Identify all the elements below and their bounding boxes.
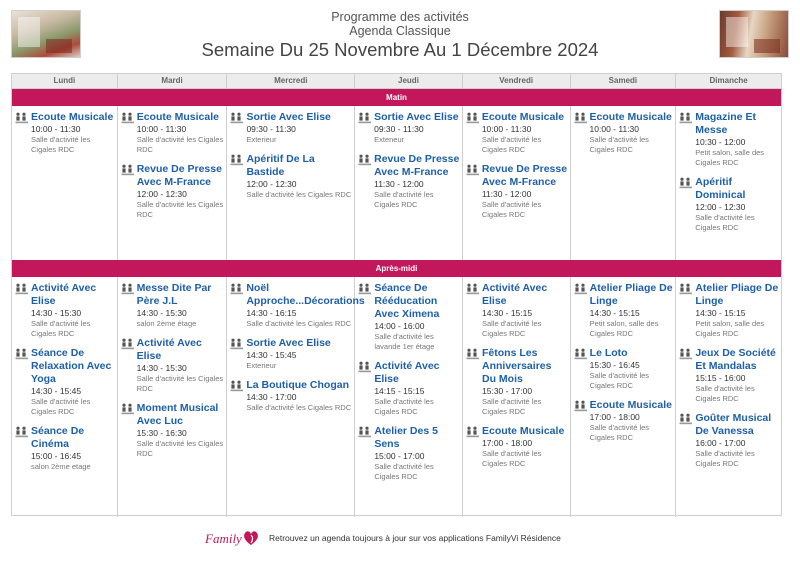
people-group-icon	[121, 337, 137, 394]
page-header	[0, 10, 800, 62]
activity-time: 14:30 - 15:45	[31, 386, 82, 396]
heart-leaf-icon	[241, 528, 261, 553]
activity-title: Ecoute Musicale	[31, 111, 114, 123]
activity-item[interactable]	[230, 153, 352, 200]
weekly-calendar	[11, 73, 782, 516]
people-group-icon	[679, 111, 695, 168]
activity-title: Sortie Avec Elise	[246, 337, 331, 349]
activity-item[interactable]	[230, 337, 352, 371]
activity-place: Salle d'activité les Cigales RDC	[695, 213, 755, 232]
activity-item[interactable]	[574, 111, 674, 155]
activity-item[interactable]	[679, 176, 779, 233]
people-group-icon	[121, 282, 137, 329]
people-group-icon	[466, 282, 482, 339]
people-group-icon	[679, 347, 695, 404]
activity-title: Activité Avec Elise	[136, 337, 202, 362]
header-title: Programme des activités	[331, 10, 469, 24]
day-header-row	[12, 74, 781, 89]
brand-logo-text: Family	[205, 531, 242, 546]
activity-place: Salle d'activité les Cigales RDC	[374, 190, 434, 209]
activity-title: Ecoute Musicale	[589, 399, 672, 411]
people-group-icon	[358, 153, 374, 210]
afternoon-column-jeudi	[355, 277, 463, 517]
activity-time: 14:30 - 15:45	[246, 350, 297, 360]
activity-time: 15:30 - 17:00	[482, 386, 533, 396]
activity-item[interactable]	[466, 347, 568, 417]
afternoon-column-mercredi	[227, 277, 365, 517]
activity-place: Salle d'activité les Cigales RDC	[589, 371, 650, 390]
activity-item[interactable]	[574, 347, 674, 391]
activity-title: Séance De Relaxation Avec Yoga	[31, 347, 112, 385]
activity-title: Fêtons Les Anniversaires Du Mois	[482, 347, 552, 385]
people-group-icon	[15, 347, 31, 417]
activity-item[interactable]	[358, 153, 460, 210]
activity-title: Le Loto	[589, 347, 628, 359]
activity-item[interactable]	[466, 282, 568, 339]
activity-time: 15:00 - 16:45	[31, 451, 82, 461]
people-group-icon	[15, 425, 31, 472]
activity-item[interactable]	[679, 282, 779, 339]
footer	[0, 527, 800, 551]
activity-title: La Boutique Chogan	[246, 379, 349, 391]
afternoon-column-dimanche	[676, 277, 781, 517]
day-header-mercredi: Mercredi	[227, 74, 355, 88]
activity-place: Salle d'activité les Cigales RDC	[481, 135, 542, 154]
activity-item[interactable]	[679, 412, 779, 469]
activity-item[interactable]	[358, 282, 460, 352]
activity-item[interactable]	[15, 347, 115, 417]
activity-time: 12:00 - 12:30	[695, 202, 746, 212]
activity-place: Salle d'activité les Cigales RDC	[136, 374, 224, 393]
activity-place: Exterieur	[246, 135, 277, 144]
activity-time: 17:00 - 18:00	[482, 438, 533, 448]
activity-time: 10:00 - 11:30	[136, 124, 187, 134]
activity-place: Petit salon, salle des Cigales RDC	[695, 148, 765, 167]
activity-place: Salle d'activité les Cigales RDC	[589, 423, 650, 442]
activity-title: Revue De Presse Avec M-France	[374, 153, 460, 178]
people-group-icon	[358, 111, 374, 145]
activity-item[interactable]	[230, 282, 365, 329]
activity-place: Salle d'activité les lavande 1er étage	[374, 332, 435, 351]
afternoon-column-vendredi	[463, 277, 571, 517]
activity-time: 11:30 - 12:00	[481, 189, 532, 199]
activity-title: Apéritif Dominical	[695, 176, 746, 201]
morning-column-mercredi	[227, 106, 355, 260]
people-group-icon	[574, 111, 590, 155]
people-group-icon	[121, 111, 137, 155]
activity-item[interactable]	[466, 425, 568, 469]
activity-title: Moment Musical Avec Luc	[136, 402, 219, 427]
activity-title: Atelier Des 5 Sens	[374, 425, 438, 450]
activity-time: 16:00 - 17:00	[695, 438, 746, 448]
activity-place: Salle d'activité les Cigales RDC	[31, 135, 91, 154]
activity-title: Activité Avec Elise	[374, 360, 440, 385]
people-group-icon	[466, 425, 482, 469]
morning-column-lundi	[12, 106, 118, 260]
footer-note: Retrouvez un agenda toujours à jour sur vos applications FamilyVi Résidence	[269, 533, 561, 543]
activity-place: Salle d'activité les Cigales RDC	[482, 449, 542, 468]
people-group-icon	[679, 282, 695, 339]
activity-time: 15:00 - 17:00	[374, 451, 425, 461]
people-group-icon	[121, 163, 137, 220]
activity-place: Salle d'activité les Cigales RDC	[481, 200, 542, 219]
activity-title: Séance De Rééducation Avec Ximena	[374, 282, 440, 320]
people-group-icon	[230, 111, 246, 145]
people-group-icon	[574, 399, 590, 443]
people-group-icon	[358, 360, 374, 417]
activity-title: Magazine Et Messe	[695, 111, 756, 136]
activity-place: Salle d'activité les Cigales RDC	[31, 397, 91, 416]
activity-title: Sortie Avec Elise	[374, 111, 459, 123]
morning-column-mardi	[118, 106, 228, 260]
activity-place: salon 2ème etage	[31, 462, 91, 471]
header-subtitle: Agenda Classique	[349, 24, 451, 38]
activity-title: Messe Dite Par Père J.L	[136, 282, 212, 307]
activity-title: Atelier Pliage De Linge	[695, 282, 779, 307]
people-group-icon	[230, 153, 246, 200]
activity-title: Séance De Cinéma	[31, 425, 85, 450]
morning-column-vendredi	[463, 106, 571, 260]
people-group-icon	[358, 425, 374, 482]
activity-title: Revue De Presse Avec M-France	[136, 163, 222, 188]
activity-item[interactable]	[358, 111, 460, 145]
people-group-icon	[358, 282, 374, 352]
people-group-icon	[230, 337, 246, 371]
morning-row	[12, 106, 781, 260]
afternoon-column-mardi	[118, 277, 228, 517]
people-group-icon	[466, 111, 482, 155]
morning-band: Matin	[12, 89, 781, 106]
activity-time: 14:30 - 16:15	[246, 308, 297, 318]
day-header-jeudi: Jeudi	[355, 74, 463, 88]
activity-place: Salle d'activité les Cigales RDC	[482, 319, 542, 338]
activity-title: Ecoute Musicale	[482, 425, 565, 437]
activity-place: Exteneur	[374, 135, 405, 144]
activity-title: Goûter Musical De Vanessa	[695, 412, 772, 437]
activity-title: Apéritif De La Bastide	[246, 153, 315, 178]
activity-item[interactable]	[574, 282, 674, 339]
people-group-icon	[574, 347, 590, 391]
activity-time: 12:00 - 12:30	[136, 189, 187, 199]
afternoon-band: Après-midi	[12, 260, 781, 277]
people-group-icon	[466, 347, 482, 417]
people-group-icon	[679, 176, 695, 233]
activity-time: 14:30 - 17:00	[246, 392, 297, 402]
activity-place: Salle d'activité les Cigales RDC	[589, 135, 649, 154]
activity-title: Ecoute Musicale	[136, 111, 219, 123]
activity-title: Ecoute Musicale	[589, 111, 672, 123]
activity-place: salon 2ème étage	[136, 319, 197, 328]
day-header-mardi: Mardi	[118, 74, 228, 88]
day-header-dimanche: Dimanche	[709, 76, 748, 85]
activity-time: 09:30 - 11:30	[246, 124, 296, 134]
activity-place: Salle d'activité les Cigales RDC	[374, 397, 434, 416]
activity-item[interactable]	[15, 282, 115, 339]
activity-title: Activité Avec Elise	[482, 282, 548, 307]
activity-time: 14:30 - 15:15	[482, 308, 533, 318]
activity-time: 14:30 - 15:15	[695, 308, 746, 318]
activity-place: Salle d'activité les Cigales RDC	[246, 190, 352, 199]
activity-item[interactable]	[121, 282, 225, 329]
activity-time: 10:30 - 12:00	[695, 137, 746, 147]
activity-title: Ecoute Musicale	[481, 111, 565, 123]
activity-item[interactable]	[15, 425, 115, 472]
activity-time: 10:00 - 11:30	[589, 124, 640, 134]
activity-time: 10:00 - 11:30	[31, 124, 81, 134]
activity-item[interactable]	[679, 347, 779, 404]
activity-time: 10:00 - 11:30	[481, 124, 532, 134]
afternoon-column-samedi	[571, 277, 677, 517]
activity-item[interactable]	[679, 111, 779, 168]
activity-place: Petit salon, salle des Cigales RDC	[695, 319, 765, 338]
activity-title: Activité Avec Elise	[31, 282, 97, 307]
activity-title: Noël Approche...Décorations	[246, 282, 365, 307]
activity-place: Petit salon, salle des Cigales RDC	[589, 319, 659, 338]
activity-time: 14:15 - 15:15	[374, 386, 425, 396]
activity-time: 11:30 - 12:00	[374, 179, 424, 189]
activity-time: 14:00 - 16:00	[374, 321, 425, 331]
activity-time: 09:30 - 11:30	[374, 124, 424, 134]
people-group-icon	[15, 111, 31, 155]
activity-time: 14:30 - 15:15	[589, 308, 640, 318]
activity-item[interactable]	[121, 111, 225, 155]
activity-title: Sortie Avec Elise	[246, 111, 331, 123]
morning-column-samedi	[571, 106, 677, 260]
activity-title: Jeux De Société Et Mandalas	[695, 347, 776, 372]
activity-place: Salle d'activité les Cigales RDC	[136, 200, 224, 219]
activity-item[interactable]	[358, 425, 460, 482]
activity-place: Salle d'activité les Cigales RDC	[136, 135, 224, 154]
activity-place: Salle d'activité les Cigales RDC	[136, 439, 224, 458]
people-group-icon	[466, 163, 482, 220]
activity-item[interactable]	[466, 163, 568, 220]
activity-time: 17:00 - 18:00	[589, 412, 640, 422]
morning-column-dimanche	[676, 106, 781, 260]
activity-item[interactable]	[121, 402, 225, 459]
activity-place: Salle d'activité les Cigales RDC	[374, 462, 434, 481]
activity-item[interactable]	[574, 399, 674, 443]
people-group-icon	[679, 412, 695, 469]
activity-place: Exterieur	[246, 361, 277, 370]
activity-time: 15:15 - 16:00	[695, 373, 746, 383]
afternoon-row	[12, 277, 781, 517]
activity-item[interactable]	[230, 111, 352, 145]
activity-item[interactable]	[230, 379, 352, 413]
people-group-icon	[230, 282, 246, 329]
activity-item[interactable]	[121, 163, 225, 220]
activity-item[interactable]	[358, 360, 460, 417]
activity-place: Salle d'activité les Cigales RDC	[695, 449, 755, 468]
day-header-vendredi: Vendredi	[463, 74, 571, 88]
activity-item[interactable]	[121, 337, 225, 394]
day-header-lundi: Lundi	[12, 74, 118, 88]
activity-time: 14:30 - 15:30	[136, 363, 187, 373]
activity-time: 15:30 - 16:30	[136, 428, 187, 438]
week-title: Semaine Du 25 Novembre Au 1 Décembre 2024	[201, 39, 599, 60]
activity-title: Atelier Pliage De Linge	[589, 282, 673, 307]
people-group-icon	[121, 402, 137, 459]
activity-time: 12:00 - 12:30	[246, 179, 297, 189]
activity-title: Revue De Presse Avec M-France	[481, 163, 568, 188]
day-header-samedi: Samedi	[571, 74, 677, 88]
people-group-icon	[574, 282, 590, 339]
activity-item[interactable]	[466, 111, 568, 155]
activity-place: Salle d'activité les Cigales RDC	[31, 319, 91, 338]
people-group-icon	[230, 379, 246, 413]
activity-time: 14:30 - 15:30	[136, 308, 187, 318]
people-group-icon	[15, 282, 31, 339]
activity-place: Salle d'activité les Cigales RDC	[246, 403, 352, 412]
afternoon-column-lundi	[12, 277, 118, 517]
activity-place: Salle d'activité les Cigales RDC	[695, 384, 755, 403]
activity-place: Salle d'activité les Cigales RDC	[482, 397, 542, 416]
activity-place: Salle d'activité les Cigales RDC	[246, 319, 352, 328]
activity-item[interactable]	[15, 111, 115, 155]
morning-column-jeudi	[355, 106, 463, 260]
activity-time: 15:30 - 16:45	[589, 360, 640, 370]
activity-time: 14:30 - 15:30	[31, 308, 82, 318]
